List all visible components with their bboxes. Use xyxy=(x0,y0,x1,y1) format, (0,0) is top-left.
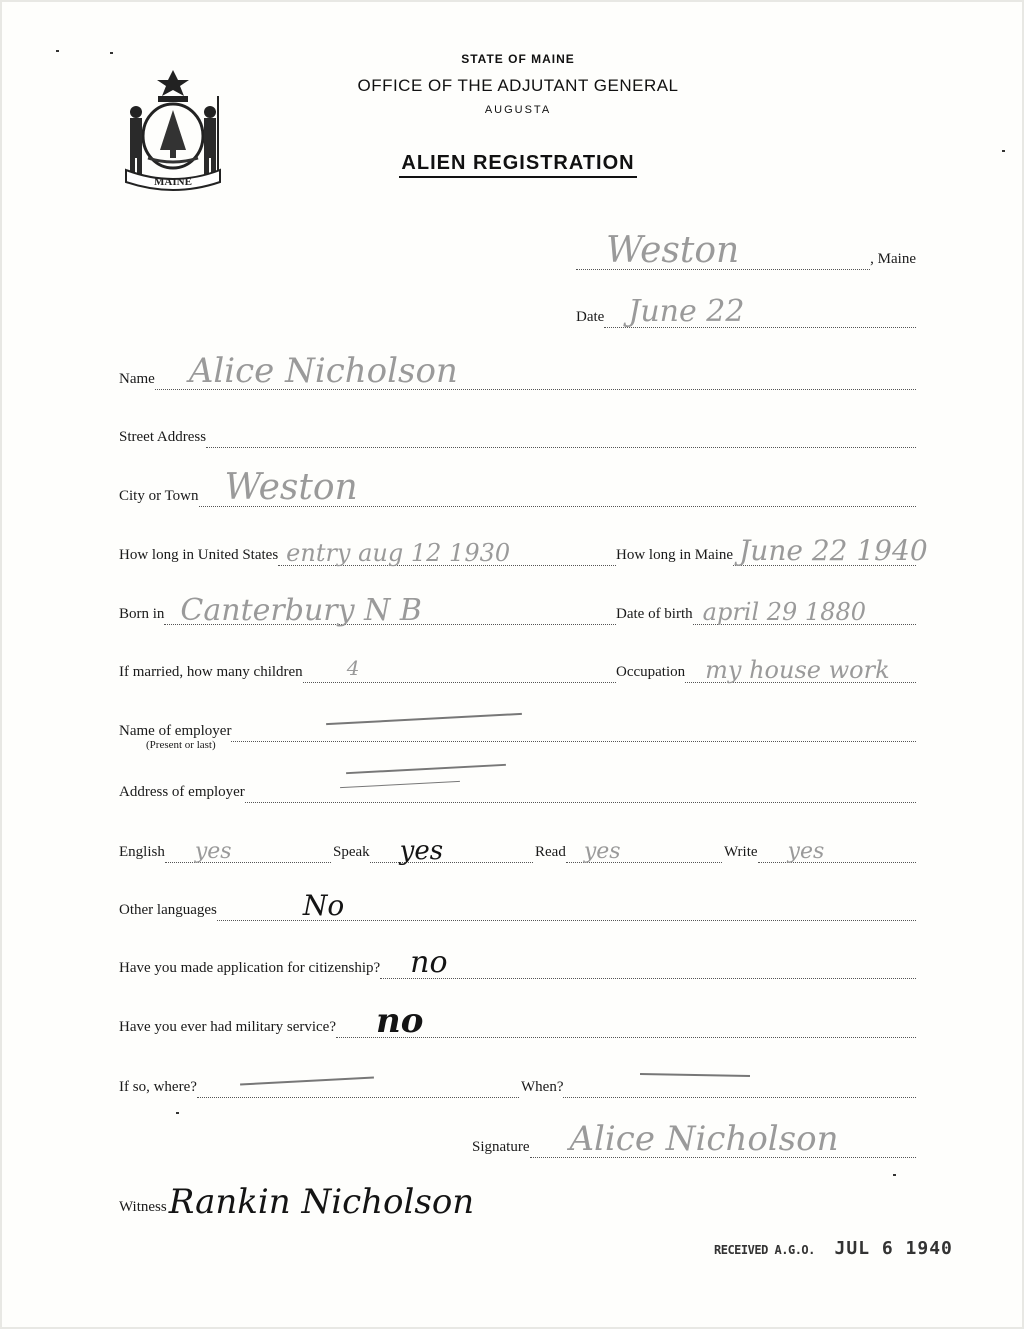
other-lang-row xyxy=(119,891,916,921)
scan-speck xyxy=(1002,150,1005,152)
employer-field xyxy=(231,715,916,742)
speak-label: Speak xyxy=(333,844,370,860)
other-lang-label: Other languages xyxy=(119,902,217,918)
maine-row xyxy=(616,534,928,567)
witness-label: Witness xyxy=(119,1199,167,1215)
maine-value: June 22 1940 xyxy=(739,534,928,567)
dob-value: april 29 1880 xyxy=(702,598,867,626)
svg-text:MAINE: MAINE xyxy=(154,176,192,188)
english-row xyxy=(119,833,331,863)
children-value: 4 xyxy=(346,656,360,680)
military-field xyxy=(336,1001,916,1041)
english-value: yes xyxy=(194,839,232,864)
city-value: Weston xyxy=(224,467,358,508)
write-row xyxy=(724,833,916,863)
military-row xyxy=(119,1001,916,1041)
form-title: ALIEN REGISTRATION xyxy=(6,152,1024,175)
city-label: City or Town xyxy=(119,488,199,504)
write-value: yes xyxy=(787,839,825,864)
name-label: Name xyxy=(119,371,155,387)
other-lang-value: No xyxy=(302,889,345,922)
occupation-label: Occupation xyxy=(616,664,686,680)
dob-field xyxy=(693,598,916,625)
read-field xyxy=(566,836,722,863)
name-field xyxy=(155,351,916,391)
us-label: How long in United States xyxy=(119,547,279,563)
citizenship-label: Have you made application for citizenship? xyxy=(119,960,381,976)
children-field xyxy=(303,656,616,683)
occupation-row xyxy=(616,653,916,683)
employer-address-label: Address of employer xyxy=(119,784,245,800)
town-suffix: , Maine xyxy=(870,251,916,267)
stamp-received: RECEIVED A.G.O. xyxy=(714,1243,815,1257)
signature-row xyxy=(472,1119,916,1159)
speak-row xyxy=(333,833,533,866)
office-heading: OFFICE OF THE ADJUTANT GENERAL xyxy=(357,76,679,95)
military-value: no xyxy=(376,1001,424,1041)
signature-label: Signature xyxy=(472,1139,530,1155)
dob-label: Date of birth xyxy=(616,606,693,622)
where-row xyxy=(119,1068,519,1098)
town-value: Weston xyxy=(606,230,740,271)
street-field xyxy=(206,421,916,448)
name-value: Alice Nicholson xyxy=(188,351,458,391)
write-field xyxy=(758,836,916,863)
english-label: English xyxy=(119,844,165,860)
write-label: Write xyxy=(724,844,758,860)
employer-label: Name of employer xyxy=(119,723,232,739)
date-field xyxy=(604,294,916,329)
children-row xyxy=(119,653,616,683)
employer-sublabel: (Present or last) xyxy=(146,739,216,751)
occupation-value: my house work xyxy=(705,656,890,684)
citizenship-field xyxy=(380,945,916,980)
street-label: Street Address xyxy=(119,429,207,445)
born-label: Born in xyxy=(119,606,165,622)
scan-speck xyxy=(110,52,113,54)
state-heading: STATE OF MAINE xyxy=(461,52,575,66)
scan-speck xyxy=(176,1112,179,1114)
city-row xyxy=(119,467,916,508)
signature-value: Alice Nicholson xyxy=(569,1119,839,1159)
born-value: Canterbury N B xyxy=(180,593,422,628)
english-field xyxy=(165,836,331,863)
speak-value: yes xyxy=(399,836,444,866)
maine-label: How long in Maine xyxy=(616,547,734,563)
town-field xyxy=(576,230,870,271)
born-field xyxy=(164,593,616,628)
witness-row xyxy=(119,1182,559,1222)
read-value: yes xyxy=(583,839,621,864)
speak-field xyxy=(370,836,533,866)
employer-address-field xyxy=(245,776,916,803)
where-label: If so, where? xyxy=(119,1079,197,1095)
citizenship-row xyxy=(119,945,916,980)
occupation-field xyxy=(685,656,916,683)
street-row xyxy=(119,418,916,448)
us-value: entry aug 12 1930 xyxy=(286,539,511,567)
city-field xyxy=(199,467,916,508)
date-label: Date xyxy=(576,309,605,325)
when-label: When? xyxy=(521,1079,564,1095)
city-heading: AUGUSTA xyxy=(484,104,552,116)
received-stamp xyxy=(714,1238,953,1259)
maine-field xyxy=(733,534,928,567)
us-row xyxy=(119,536,616,566)
citizenship-value: no xyxy=(410,945,448,980)
dob-row xyxy=(616,595,916,625)
signature-field xyxy=(530,1119,917,1159)
witness-value: Rankin Nicholson xyxy=(168,1182,475,1222)
us-field xyxy=(278,539,616,566)
town-row xyxy=(576,230,916,271)
when-row xyxy=(521,1068,916,1098)
read-label: Read xyxy=(535,844,566,860)
military-label: Have you ever had military service? xyxy=(119,1019,336,1035)
scan-speck xyxy=(56,50,59,52)
date-row xyxy=(576,294,916,329)
other-lang-field xyxy=(217,889,916,922)
employer-row xyxy=(119,712,916,742)
read-row xyxy=(535,833,722,863)
name-row xyxy=(119,351,916,391)
children-label: If married, how many children xyxy=(119,664,303,680)
witness-field xyxy=(167,1182,559,1222)
employer-address-row xyxy=(119,773,916,803)
scan-speck xyxy=(893,1174,896,1176)
date-value: June 22 xyxy=(628,294,745,329)
stamp-date: JUL 6 1940 xyxy=(834,1238,953,1259)
born-row xyxy=(119,593,616,628)
